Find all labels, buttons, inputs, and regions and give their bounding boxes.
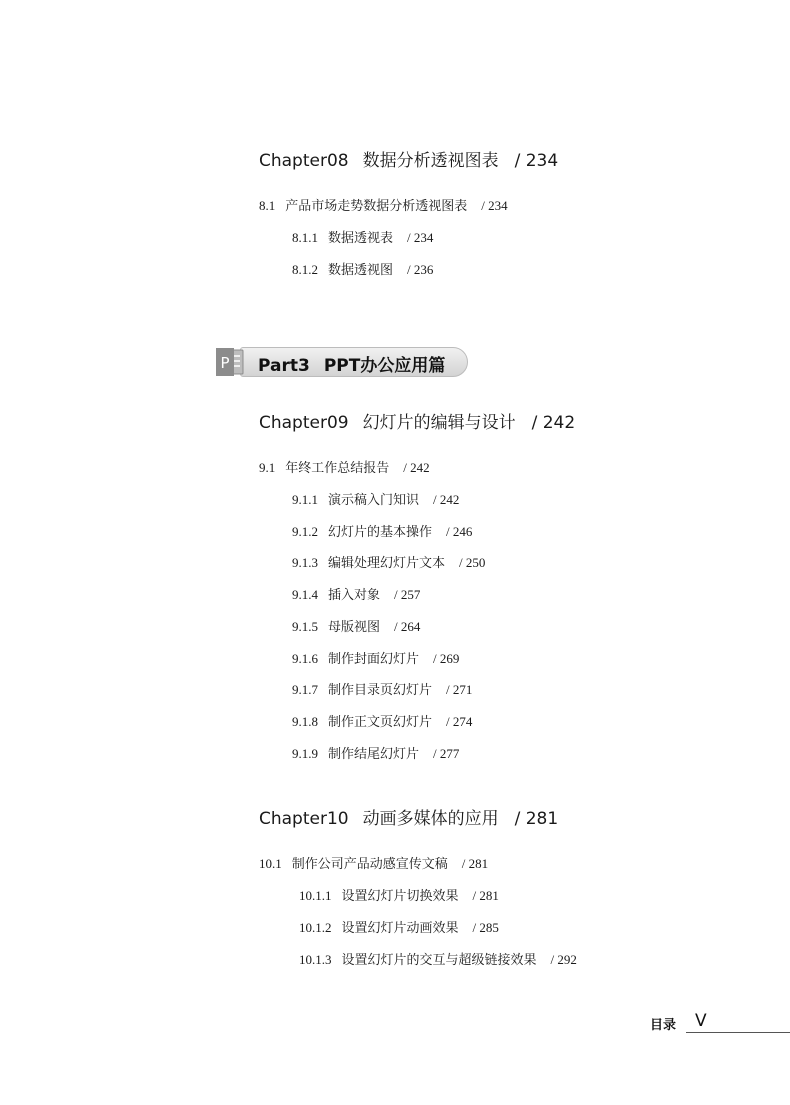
part-label: Part3: [258, 356, 310, 376]
toc-entry[interactable]: [292, 648, 459, 667]
section-page: / 285: [472, 920, 499, 935]
section-title: 产品市场走势数据分析透视图表: [285, 199, 468, 214]
section-number: 9.1.7: [292, 682, 318, 697]
toc-entry[interactable]: [259, 853, 488, 872]
toc-entry[interactable]: [299, 949, 577, 968]
section-title: 设置幻灯片的交互与超级链接效果: [341, 953, 537, 968]
section-number: 9.1.5: [292, 619, 318, 634]
toc-entry[interactable]: [299, 885, 499, 904]
section-number: 9.1.1: [292, 492, 318, 507]
section-page: / 250: [459, 555, 486, 570]
chapter-title: 幻灯片的编辑与设计: [362, 413, 516, 433]
section-page: / 236: [407, 262, 434, 277]
page-number: V: [695, 1011, 707, 1031]
toc-entry[interactable]: [292, 679, 472, 698]
toc-entry[interactable]: [259, 457, 430, 476]
chapter-label: Chapter10: [259, 809, 349, 829]
chapter-page: / 242: [531, 413, 576, 433]
part-title: [258, 351, 445, 376]
section-number: 10.1: [259, 856, 282, 871]
section-title: 年终工作总结报告: [285, 461, 390, 476]
section-page: / 242: [433, 492, 460, 507]
section-page: / 274: [446, 714, 473, 729]
section-number: 9.1.3: [292, 555, 318, 570]
section-number: 10.1.3: [299, 952, 332, 967]
section-page: / 269: [433, 651, 460, 666]
chapter-label: Chapter08: [259, 151, 349, 171]
section-title: 设置幻灯片切换效果: [341, 889, 459, 904]
section-title: 制作目录页幻灯片: [328, 683, 433, 698]
chapter-heading[interactable]: [259, 408, 575, 433]
section-number: 10.1.1: [299, 888, 332, 903]
chapter-heading[interactable]: [259, 146, 558, 171]
section-page: / 292: [550, 952, 577, 967]
toc-entry[interactable]: [292, 616, 420, 635]
chapter-title: 动画多媒体的应用: [362, 809, 499, 829]
section-title: 设置幻灯片动画效果: [341, 921, 459, 936]
toc-entry[interactable]: [259, 195, 508, 214]
section-number: 8.1.2: [292, 262, 318, 277]
section-number: 8.1: [259, 198, 276, 213]
footer-toc-label: 目录: [650, 1018, 677, 1033]
section-page: / 277: [433, 746, 460, 761]
chapter-title: 数据分析透视图表: [362, 151, 499, 171]
toc-entry[interactable]: [292, 552, 485, 571]
part-subtitle: PPT办公应用篇: [323, 356, 446, 376]
section-title: 制作封面幻灯片: [328, 652, 420, 667]
toc-entry[interactable]: [292, 584, 420, 603]
toc-entry[interactable]: [292, 743, 459, 762]
section-number: 9.1.4: [292, 587, 318, 602]
section-page: / 257: [394, 587, 421, 602]
chapter-page: / 234: [514, 151, 559, 171]
section-title: 演示稿入门知识: [328, 493, 420, 508]
section-title: 制作正文页幻灯片: [328, 715, 433, 730]
section-title: 幻灯片的基本操作: [328, 525, 433, 540]
presentation-icon: [214, 346, 246, 378]
icon-letter: P: [220, 354, 230, 372]
toc-entry[interactable]: [292, 711, 472, 730]
section-number: 9.1.2: [292, 524, 318, 539]
section-title: 编辑处理幻灯片文本: [328, 556, 446, 571]
chapter-page: / 281: [514, 809, 559, 829]
section-page: / 246: [446, 524, 473, 539]
page-footer: [650, 1010, 790, 1034]
section-title: 插入对象: [328, 588, 381, 603]
section-title: 制作公司产品动感宣传文稿: [291, 857, 448, 872]
toc-entry[interactable]: [292, 489, 459, 508]
section-title: 数据透视图: [328, 263, 394, 278]
section-page: / 264: [394, 619, 421, 634]
section-page: / 242: [403, 460, 430, 475]
toc-entry[interactable]: [292, 521, 472, 540]
section-page: / 234: [407, 230, 434, 245]
section-title: 数据透视表: [328, 231, 394, 246]
toc-entry[interactable]: [299, 917, 499, 936]
section-title: 母版视图: [328, 620, 381, 635]
section-number: 10.1.2: [299, 920, 332, 935]
chapter-heading[interactable]: [259, 804, 558, 829]
chapter-label: Chapter09: [259, 413, 349, 433]
section-page: / 234: [481, 198, 508, 213]
section-title: 制作结尾幻灯片: [328, 747, 420, 762]
section-page: / 271: [446, 682, 473, 697]
section-page: / 281: [461, 856, 489, 871]
section-number: 9.1.6: [292, 651, 318, 666]
footer-rule: [686, 1032, 790, 1033]
toc-entry[interactable]: [292, 227, 433, 246]
section-number: 9.1.8: [292, 714, 318, 729]
section-number: 9.1.9: [292, 746, 318, 761]
section-number: 9.1: [259, 460, 276, 475]
part-banner: [214, 346, 470, 378]
section-page: / 281: [472, 888, 499, 903]
section-number: 8.1.1: [292, 230, 318, 245]
toc-entry[interactable]: [292, 259, 433, 278]
